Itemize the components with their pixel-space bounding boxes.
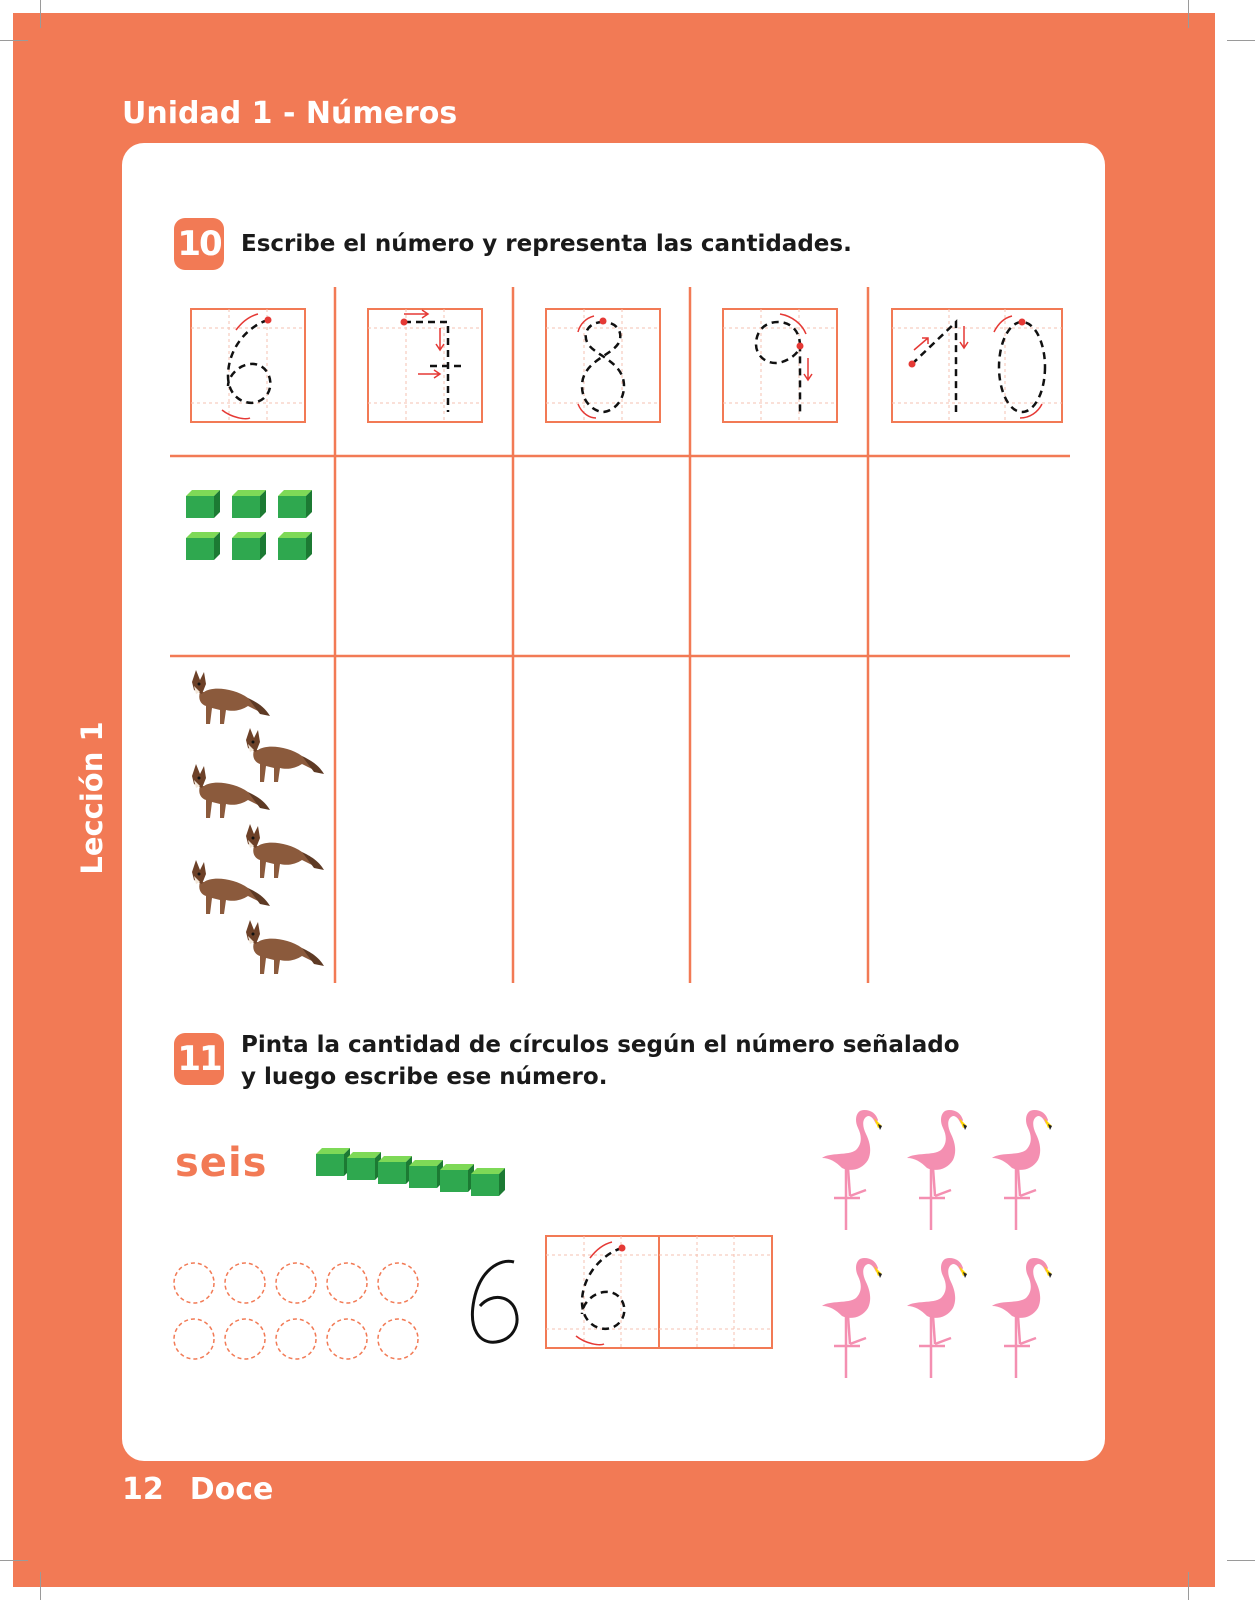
exercise-11-instruction-line1: Pinta la cantidad de círculos según el número señalado xyxy=(241,1032,960,1058)
fox-icon xyxy=(192,860,270,914)
green-cube-icon xyxy=(186,532,220,560)
exercise-10-instruction: Escribe el número y representa las cantidades. xyxy=(241,231,852,257)
cube-bar xyxy=(316,1148,505,1196)
paint-circle[interactable] xyxy=(276,1319,316,1359)
paint-circle[interactable] xyxy=(327,1319,367,1359)
tracing-box-8[interactable] xyxy=(546,309,660,422)
fox-icon xyxy=(246,824,324,878)
flamingo-icon xyxy=(822,1258,882,1378)
green-cube-icon xyxy=(347,1152,381,1180)
flamingo-icon xyxy=(992,1258,1052,1378)
flamingo-icon xyxy=(992,1110,1052,1230)
green-cube-icon xyxy=(440,1164,474,1192)
model-numeral-6 xyxy=(472,1261,517,1342)
flamingo-icon xyxy=(907,1110,967,1230)
green-cube-icon xyxy=(232,490,266,518)
page-number-word: Doce xyxy=(189,1472,274,1507)
green-cube-icon xyxy=(232,532,266,560)
exercise-11-badge: 11 xyxy=(174,1033,224,1085)
paint-circle[interactable] xyxy=(327,1263,367,1303)
fox-icon xyxy=(246,920,324,974)
cube-group xyxy=(186,490,312,560)
paint-circle[interactable] xyxy=(174,1319,214,1359)
tracing-box-7[interactable] xyxy=(368,309,482,422)
green-cube-icon xyxy=(378,1156,412,1184)
fox-icon xyxy=(192,670,270,724)
paint-circle[interactable] xyxy=(378,1319,418,1359)
lesson-label: Lección 1 xyxy=(75,721,109,875)
paint-circles xyxy=(174,1263,418,1359)
green-cube-icon xyxy=(471,1168,505,1196)
fox-group xyxy=(192,670,324,974)
green-cube-icon xyxy=(278,490,312,518)
flamingo-icon xyxy=(907,1258,967,1378)
number-word: seis xyxy=(175,1140,268,1186)
fox-icon xyxy=(246,728,324,782)
trace-box-6[interactable] xyxy=(546,1236,659,1348)
answer-box[interactable] xyxy=(659,1236,772,1348)
exercise-11-instruction-line2: y luego escribe ese número. xyxy=(241,1064,608,1090)
paint-circle[interactable] xyxy=(276,1263,316,1303)
flamingo-group xyxy=(822,1110,1052,1378)
tracing-box-9[interactable] xyxy=(723,309,837,422)
flamingo-icon xyxy=(822,1110,882,1230)
green-cube-icon xyxy=(316,1148,350,1176)
green-cube-icon xyxy=(278,532,312,560)
tracing-box-6[interactable] xyxy=(191,309,305,422)
paint-circle[interactable] xyxy=(225,1319,265,1359)
paint-circle[interactable] xyxy=(378,1263,418,1303)
page-footer xyxy=(122,1472,273,1507)
fox-icon xyxy=(192,764,270,818)
exercise-10-badge: 10 xyxy=(174,218,224,270)
green-cube-icon xyxy=(186,490,220,518)
paint-circle[interactable] xyxy=(225,1263,265,1303)
unit-title: Unidad 1 - Números xyxy=(122,96,458,131)
tracing-box-10[interactable] xyxy=(892,309,1062,422)
green-cube-icon xyxy=(409,1160,443,1188)
paint-circle[interactable] xyxy=(174,1263,214,1303)
page-number: 12 xyxy=(122,1472,164,1507)
